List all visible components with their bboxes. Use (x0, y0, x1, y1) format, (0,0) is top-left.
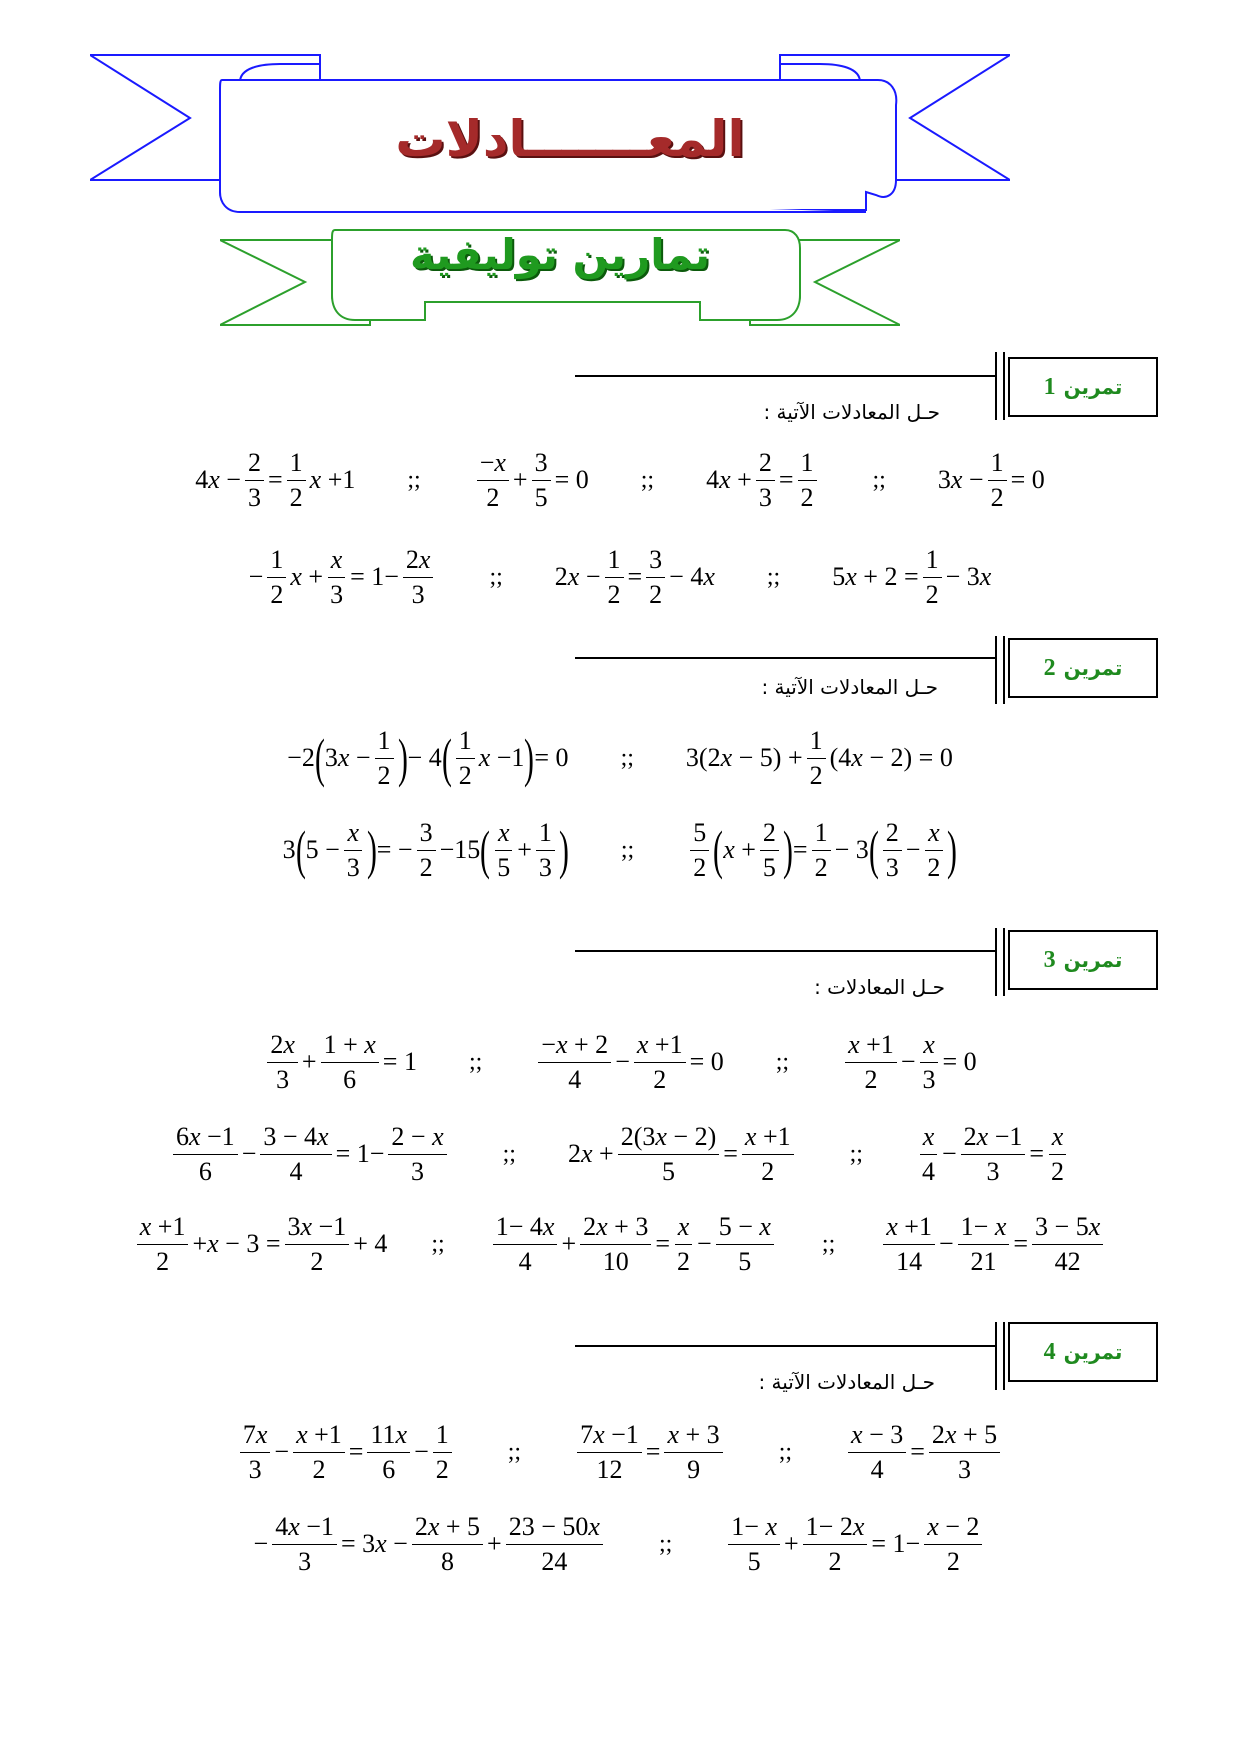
equation-row (0, 1122, 1240, 1187)
exercise-instruction: حـل المعادلات : (814, 975, 945, 999)
separator: ;; (468, 1048, 483, 1075)
equation: 4 x − $\frac{2}{3}$ = $\frac{1}{2}$ x +1 (195, 448, 356, 512)
equation: 5 x + 2 = $\frac{1}{2}$ − 3 x (832, 545, 992, 609)
equation: $\frac{7x -1}{12}$ = $\frac{x + 3}{9}$ (573, 1420, 727, 1485)
exercise-label-text: تمرين (1063, 375, 1123, 399)
equation: $\frac{5}{2}$ ( x + $\frac{2}{5}$ ) = $\frac{1}{2}$ − 3 ( $\frac{2}{3}$ − $\frac{x}{2}$ ) (686, 818, 957, 883)
exercise-label-text: تمرين (1063, 948, 1123, 972)
equation: 3(2 x − 5) + $\frac{1}{2}$ (4 x − 2) = 0 (685, 726, 953, 790)
exercise-instruction: حـل المعادلات الآتية : (758, 1370, 935, 1394)
separator: ;; (507, 1438, 522, 1465)
equation-row (0, 726, 1240, 791)
exercise-label (1008, 930, 1158, 990)
exercise-divider-bar (995, 636, 997, 704)
equation-row (0, 1030, 1240, 1095)
separator: ;; (872, 466, 886, 493)
equation: 2 x − $\frac{1}{2}$ = $\frac{3}{2}$ − 4 x (554, 545, 715, 609)
equation-row (0, 1420, 1240, 1485)
equation: 4 x + $\frac{2}{3}$ = $\frac{1}{2}$ (706, 448, 820, 513)
separator: ;; (658, 1530, 673, 1557)
equation: $\frac{6x -1}{6}$ − $\frac{3 - 4x}{4}$ = 1− $\frac{2 - x}{3}$ (169, 1122, 451, 1187)
equation: 3 x − $\frac{1}{2}$ = 0 (937, 448, 1045, 512)
exercise-number: 4 (1043, 1338, 1056, 1365)
separator: ;; (620, 836, 635, 863)
equation: $\frac{x +1}{2}$ − $\frac{x}{3}$ = 0 (841, 1030, 977, 1095)
page-title: المعـــــــادلات (395, 110, 745, 168)
equation: $\frac{2x}{3}$ + $\frac{1 + x}{6}$ = 1 (263, 1030, 417, 1095)
separator: ;; (620, 744, 634, 771)
equation: $\frac{-x}{2}$ + $\frac{3}{5}$ = 0 (473, 448, 589, 513)
exercise-instruction: حـل المعادلات الآتية : (761, 675, 938, 699)
separator: ;; (407, 466, 421, 493)
exercise-divider-bar (1003, 928, 1005, 996)
exercise-number: 1 (1043, 373, 1056, 400)
exercise-label (1008, 357, 1158, 417)
separator: ;; (640, 466, 655, 493)
equation: − $\frac{4x -1}{3}$ = 3 x − $\frac{2x + 5}{8}$ + $\frac{23 - 50x}{24}$ (254, 1512, 607, 1577)
equation-row (0, 1212, 1240, 1277)
exercise-label (1008, 1322, 1158, 1382)
exercise-label-text: تمرين (1063, 1340, 1123, 1364)
equation: $\frac{-x + 2}{4}$ − $\frac{x +1}{2}$ = 0 (534, 1030, 723, 1095)
exercise-divider-bar (1003, 1322, 1005, 1390)
equation: − $\frac{1}{2}$ x + $\frac{x}{3}$ = 1− $\frac{2x}{3}$ (249, 545, 438, 610)
equation-row (0, 448, 1240, 513)
equation: $\frac{x - 3}{4}$ = $\frac{2x + 5}{3}$ (844, 1420, 1004, 1485)
equation-row (0, 818, 1240, 883)
exercise-divider-bar (1003, 636, 1005, 704)
exercise-number: 3 (1043, 946, 1056, 973)
equation: −2 ( 3 x − $\frac{1}{2}$ ) − 4 ( $\frac{1}{2}$ x −1 ) = 0 (287, 726, 569, 790)
exercise-divider (575, 1345, 995, 1347)
exercise-divider-bar (995, 1322, 997, 1390)
equation: $\frac{x +1}{14}$ − $\frac{1- x}{21}$ = $\frac{3 - 5x}{42}$ (879, 1212, 1107, 1277)
exercise-divider (575, 375, 995, 377)
exercise-divider (575, 657, 995, 659)
exercise-divider-bar (1003, 352, 1005, 420)
separator: ;; (821, 1230, 836, 1257)
exercise-instruction: حـل المعادلات الآتية : (763, 400, 940, 424)
equation: 2 x + $\frac{2(3x - 2)}{5}$ = $\frac{x +1}{2}$ (568, 1122, 798, 1187)
exercise-label (1008, 638, 1158, 698)
equation: $\frac{7x}{3}$ − $\frac{x +1}{2}$ = $\frac{11x}{6}$ − $\frac{1}{2}$ (236, 1420, 456, 1485)
separator: ;; (778, 1438, 793, 1465)
equation-row (0, 545, 1240, 610)
equation: $\frac{x +1}{2}$ + x − 3 = $\frac{3x -1}{2}$ + 4 (133, 1212, 388, 1277)
separator: ;; (489, 563, 503, 590)
exercise-divider-bar (995, 928, 997, 996)
equation: $\frac{x}{4}$ − $\frac{2x -1}{3}$ = $\frac{x}{2}$ (915, 1122, 1071, 1187)
exercise-divider-bar (995, 352, 997, 420)
separator: ;; (431, 1230, 445, 1257)
separator: ;; (849, 1140, 863, 1167)
page-subtitle: تمارين توليفية (410, 230, 710, 279)
equation: $\frac{1- 4x}{4}$ + $\frac{2x + 3}{10}$ = $\frac{x}{2}$ − $\frac{5 - x}{5}$ (489, 1212, 778, 1277)
equation: $\frac{1- x}{5}$ + $\frac{1- 2x}{2}$ = 1− $\frac{x - 2}{2}$ (724, 1512, 986, 1577)
separator: ;; (766, 563, 781, 590)
equation-row (0, 1512, 1240, 1577)
separator: ;; (775, 1048, 790, 1075)
exercise-label-text: تمرين (1063, 656, 1123, 680)
equation: 3 ( 5 − $\frac{x}{3}$ ) = − $\frac{3}{2}$ −15 ( $\frac{x}{5}$ + $\frac{1}{3}$ ) (282, 818, 569, 882)
separator: ;; (502, 1140, 516, 1167)
exercise-divider (575, 950, 995, 952)
exercise-number: 2 (1043, 654, 1056, 681)
